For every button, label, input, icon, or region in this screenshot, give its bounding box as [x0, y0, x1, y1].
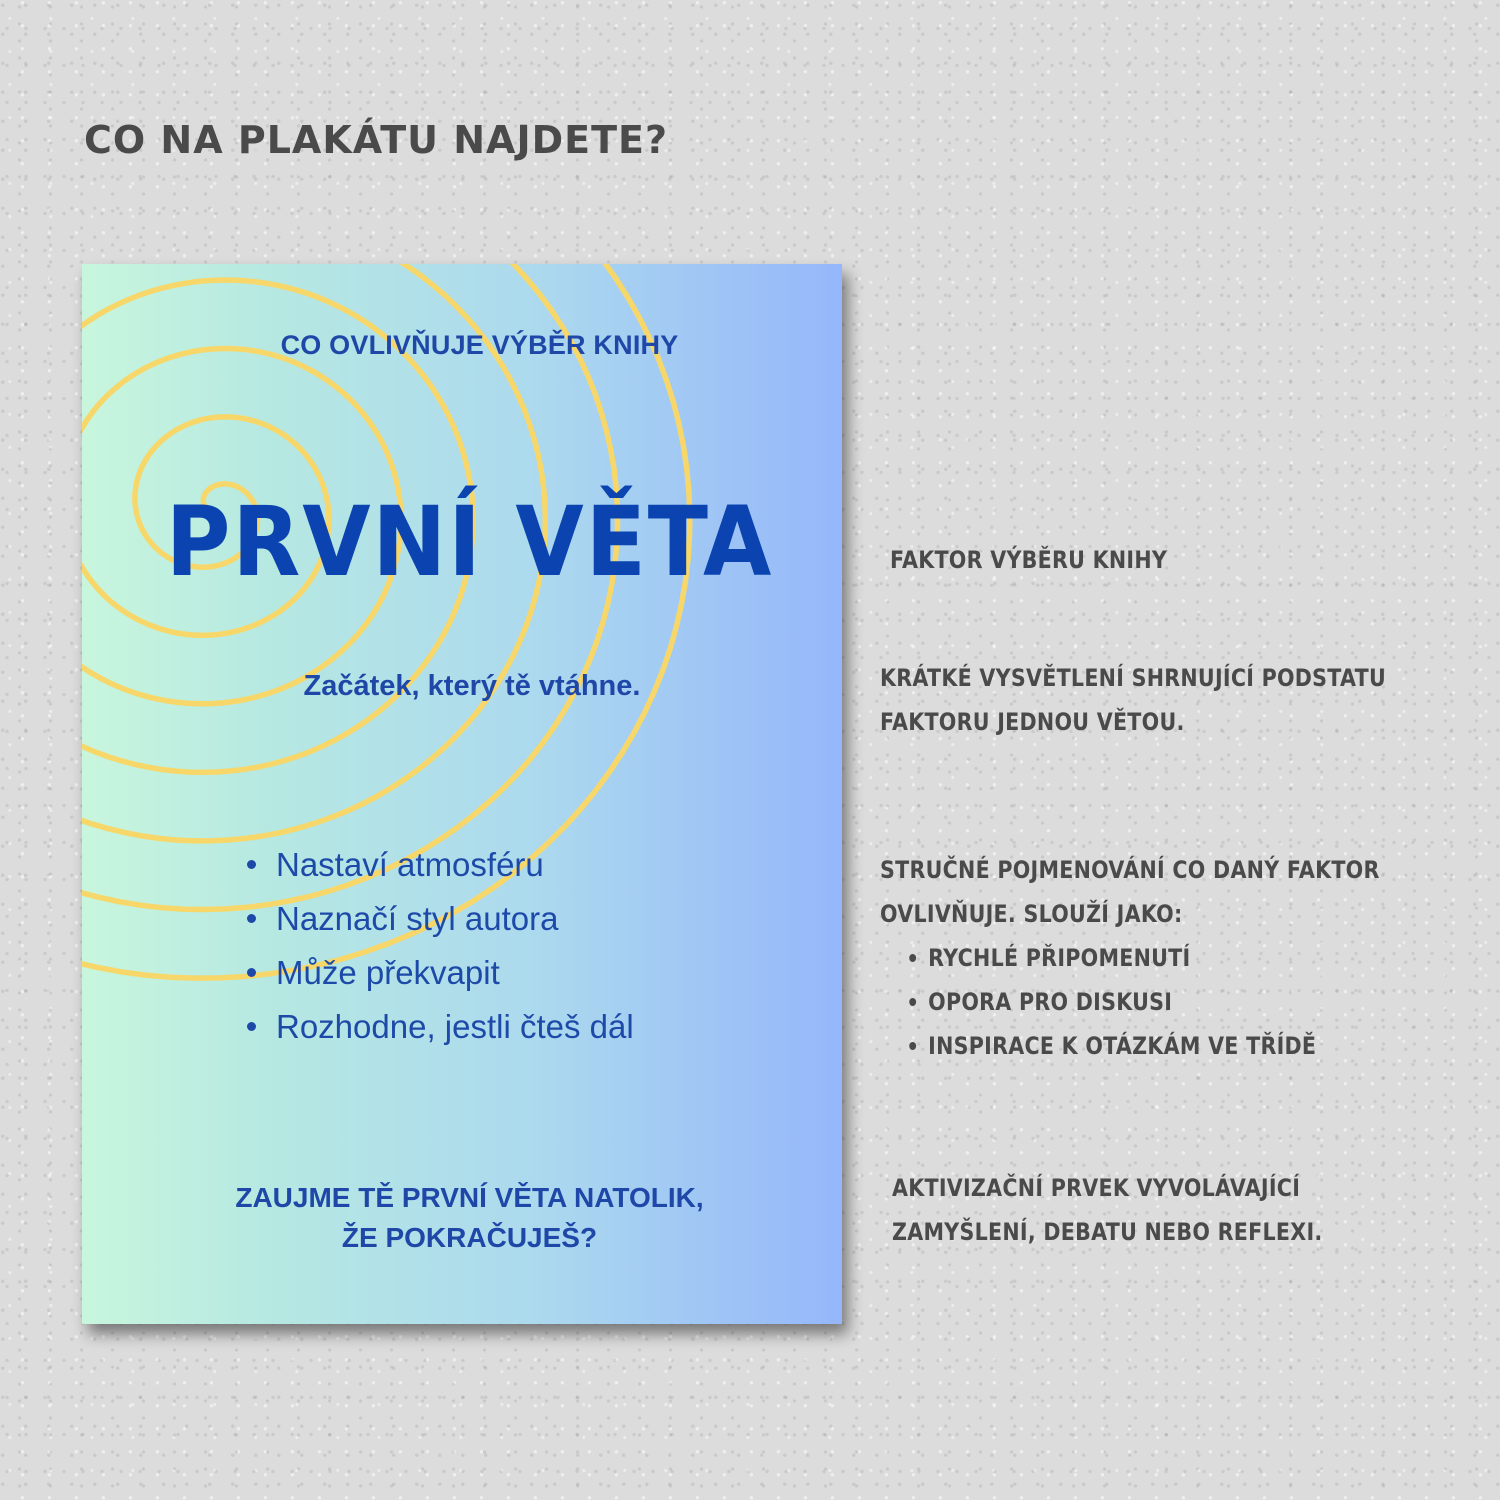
list-item [880, 936, 1380, 980]
list-item-label: Rozhodne, jestli čteš dál [276, 1008, 634, 1045]
list-item [880, 1024, 1380, 1068]
list-item [247, 838, 634, 892]
note-text: OVLIVŇUJE. SLOUŽÍ JAKO: [880, 900, 1183, 928]
list-item-label: INSPIRACE K OTÁZKÁM VE TŘÍDĚ [928, 1032, 1317, 1060]
note-text: FAKTOR VÝBĚRU KNIHY [890, 546, 1168, 574]
note-activation [892, 1166, 1322, 1254]
note-text: AKTIVIZAČNÍ PRVEK VYVOLÁVAJÍCÍ [892, 1174, 1301, 1202]
spiral-decoration [82, 264, 842, 1324]
list-item [247, 892, 634, 946]
poster-question-line: ZAUJME TĚ PRVNÍ VĚTA NATOLIK, [235, 1182, 704, 1213]
bullet-icon [909, 998, 916, 1006]
poster-title: PRVNÍ VĚTA [165, 486, 774, 598]
note-text: FAKTORU JEDNOU VĚTOU. [880, 708, 1185, 736]
note-naming [880, 848, 1380, 1068]
poster [82, 264, 842, 1324]
poster-bullet-list [247, 838, 634, 1054]
note-factor [890, 538, 1167, 582]
list-item-label: Může překvapit [276, 954, 500, 991]
list-item [247, 1000, 634, 1054]
poster-question-line: ŽE POKRAČUJEŠ? [341, 1222, 598, 1253]
note-text: ZAMYŠLENÍ, DEBATU NEBO REFLEXI. [892, 1218, 1323, 1246]
list-item-label: OPORA PRO DISKUSI [928, 988, 1173, 1016]
poster-subtitle: Začátek, který tě vtáhne. [303, 670, 641, 702]
list-item-label: RYCHLÉ PŘIPOMENUTÍ [928, 944, 1191, 972]
poster-question [82, 1178, 842, 1258]
bullet-icon [909, 954, 916, 962]
bullet-icon [247, 968, 256, 977]
list-item-label: Naznačí styl autora [276, 900, 559, 937]
poster-kicker: CO OVLIVŇUJE VÝBĚR KNIHY [280, 330, 679, 360]
bullet-icon [247, 1022, 256, 1031]
list-item-label: Nastaví atmosféru [276, 846, 544, 883]
page-heading: CO NA PLAKÁTU NAJDETE? [84, 118, 669, 162]
bullet-icon [247, 860, 256, 869]
list-item [880, 980, 1380, 1024]
note-text: STRUČNÉ POJMENOVÁNÍ CO DANÝ FAKTOR [880, 856, 1380, 884]
bullet-icon [247, 914, 256, 923]
note-explanation [880, 656, 1386, 744]
list-item [247, 946, 634, 1000]
bullet-icon [909, 1042, 916, 1050]
note-list [880, 936, 1380, 1068]
note-text: KRÁTKÉ VYSVĚTLENÍ SHRNUJÍCÍ PODSTATU [880, 664, 1387, 692]
